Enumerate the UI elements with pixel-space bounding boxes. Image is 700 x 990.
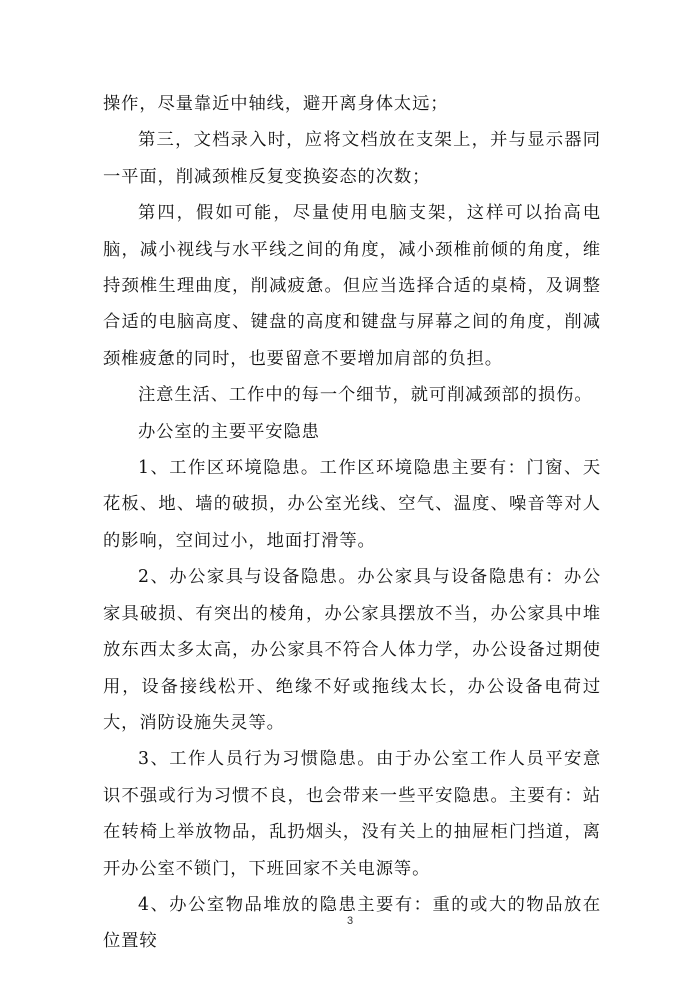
paragraph-1: 操作，尽量靠近中轴线，避开离身体太远； [103, 94, 449, 114]
paragraph-7: 2、办公家具与设备隐患。办公家具与设备隐患有：办公家具破损、有突出的棱角，办公家具摆放不当，办公家具中堆放东西太多太高，办公家具不符合人体力学，办公设备过期使用，设备接线松开、绝缘不好或拖线太长，办公设备电荷过大，消防设施失灵等。 [103, 567, 601, 733]
paragraph-2: 第三，文档录入时，应将文档放在支架上，并与显示器同一平面，削减颈椎反复变换姿态的次数； [103, 130, 601, 187]
document-body [103, 86, 601, 960]
page-number: 3 [346, 915, 354, 927]
paragraph-6: 1、工作区环境隐患。工作区环境隐患主要有：门窗、天花板、地、墙的破损，办公室光线、空气、温度、噪音等对人的影响，空间过小，地面打滑等。 [103, 458, 601, 551]
paragraph-9: 4、办公室物品堆放的隐患主要有：重的或大的物品放在位置较 [103, 894, 601, 952]
paragraph-3: 第四，假如可能，尽量使用电脑支架，这样可以抬高电脑，减小视线与水平线之间的角度，减小颈椎前倾的角度，维持颈椎生理曲度，削减疲惫。但应当选择合适的桌椅，及调整合适的电脑高度、键盘的高度和键盘与屏幕之间的角度，削减颈椎疲惫的同时，也要留意不要增加肩部的负担。 [103, 203, 601, 369]
section-heading: 办公室的主要平安隐患 [138, 421, 320, 442]
paragraph-8: 3、工作人员行为习惯隐患。由于办公室工作人员平安意识不强或行为习惯不良，也会带来一些平安隐患。主要有：站在转椅上举放物品，乱扔烟头，没有关上的抽屉柜门挡道，离开办公室不锁门，下班回家不关电源等。 [103, 749, 601, 879]
paragraph-4: 注意生活、工作中的每一个细节，就可削减颈部的损伤。 [138, 385, 593, 406]
